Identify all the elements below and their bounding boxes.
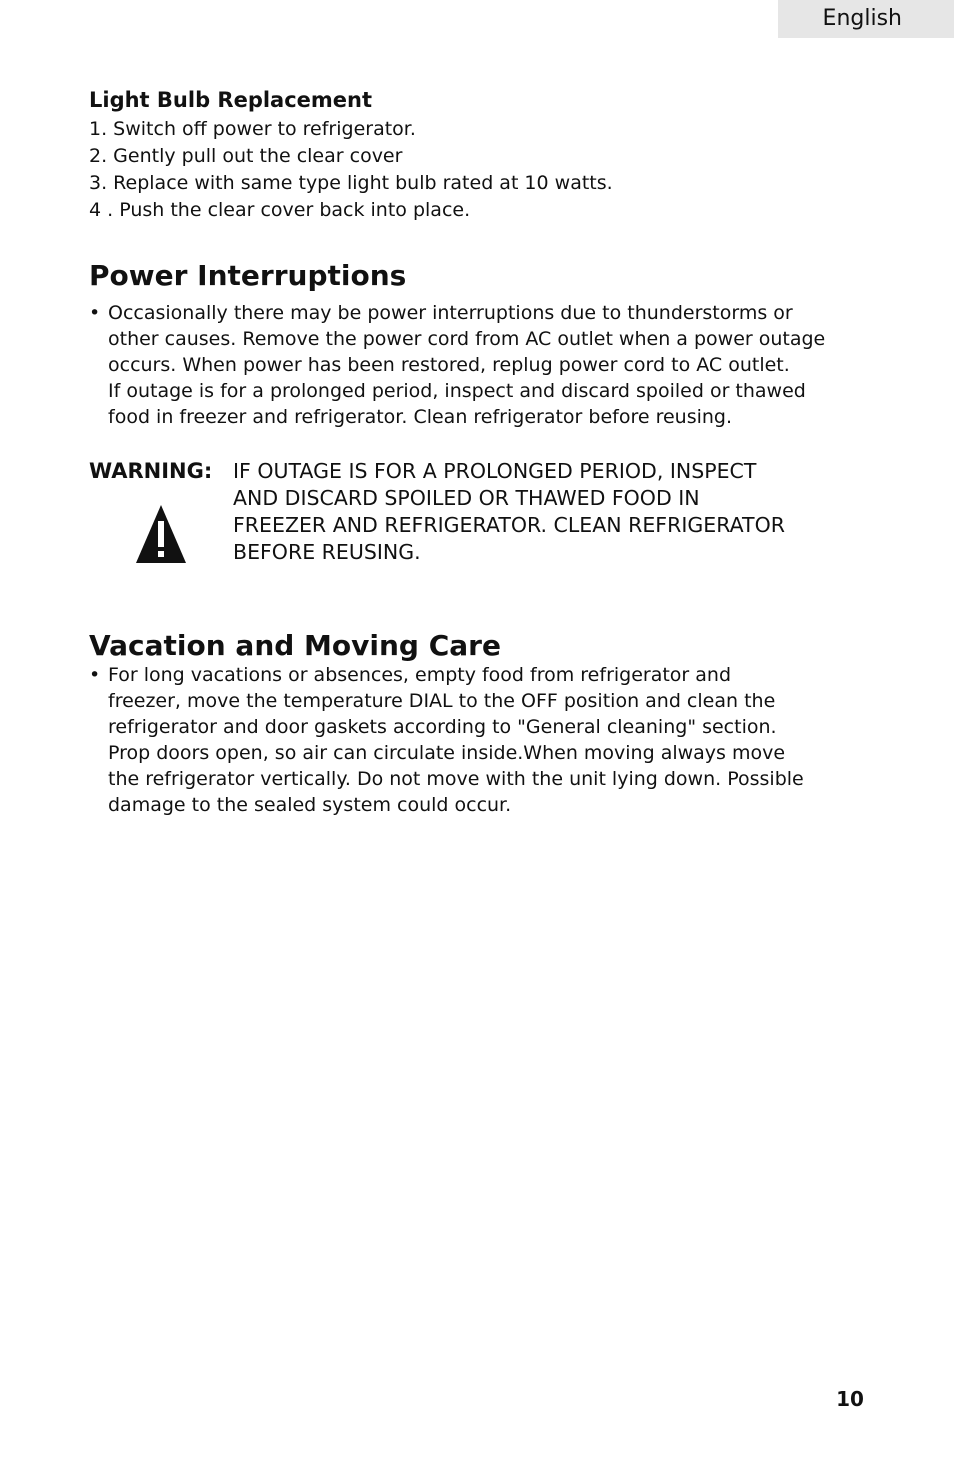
step-1: 1. Switch off power to refrigerator. (89, 118, 416, 140)
vacation-line-5: the refrigerator vertically. Do not move with the unit lying down. Possible (108, 768, 804, 790)
vacation-line-2: freezer, move the temperature DIAL to the OFF position and clean the (108, 690, 776, 712)
step-4: 4 . Push the clear cover back into place. (89, 199, 471, 221)
warning-line-4: BEFORE REUSING. (233, 540, 421, 564)
step-2: 2. Gently pull out the clear cover (89, 145, 403, 167)
power-line-4: If outage is for a prolonged period, inspect and discard spoiled or thawed (108, 380, 806, 402)
vacation-moving-heading: Vacation and Moving Care (89, 629, 501, 662)
warning-triangle-icon (136, 505, 186, 563)
step-3: 3. Replace with same type light bulb rated at 10 watts. (89, 172, 613, 194)
power-interruptions-heading: Power Interruptions (89, 259, 407, 292)
light-bulb-steps (89, 116, 613, 224)
warning-label: WARNING: (89, 459, 213, 483)
warning-line-2: AND DISCARD SPOILED OR THAWED FOOD IN (233, 486, 700, 510)
vacation-line-4: Prop doors open, so air can circulate inside.When moving always move (108, 742, 786, 764)
power-line-3: occurs. When power has been restored, replug power cord to AC outlet. (108, 354, 790, 376)
page-number: 10 (836, 1387, 864, 1411)
light-bulb-heading: Light Bulb Replacement (89, 88, 373, 112)
warning-line-3: FREEZER AND REFRIGERATOR. CLEAN REFRIGERATOR (233, 513, 785, 537)
vacation-line-3: refrigerator and door gaskets according to "General cleaning" section. (108, 716, 777, 738)
power-interruptions-bullet (89, 300, 849, 430)
warning-text (233, 458, 853, 566)
vacation-moving-bullet (89, 662, 849, 818)
power-line-2: other causes. Remove the power cord from AC outlet when a power outage (108, 328, 826, 350)
bullet-dot: • (89, 302, 101, 324)
power-line-1: Occasionally there may be power interruptions due to thunderstorms or (108, 302, 793, 324)
warning-line-1: IF OUTAGE IS FOR A PROLONGED PERIOD, INSPECT (233, 459, 757, 483)
vacation-line-6: damage to the sealed system could occur. (108, 794, 512, 816)
language-tab: English (778, 0, 954, 38)
vacation-line-1: For long vacations or absences, empty food from refrigerator and (108, 664, 732, 686)
bullet-dot: • (89, 664, 101, 686)
power-line-5: food in freezer and refrigerator. Clean refrigerator before reusing. (108, 406, 733, 428)
